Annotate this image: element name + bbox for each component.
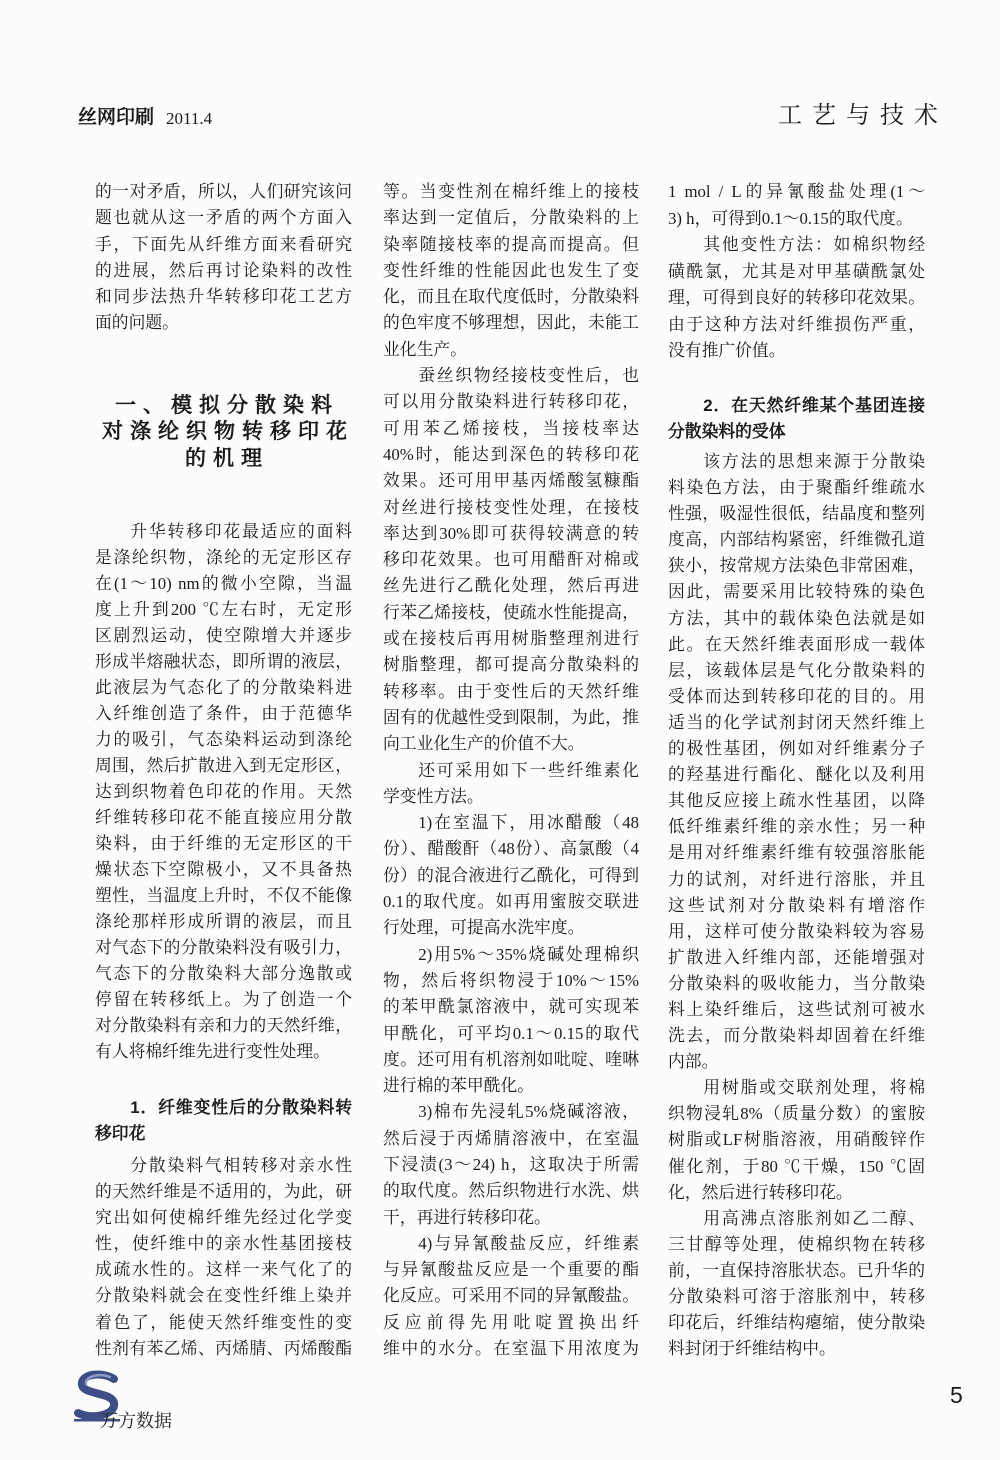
section-title: 工艺与技术 [778, 102, 948, 129]
text-line: 是用对纤维素纤维有较强溶胀能 [668, 843, 925, 863]
paragraph [383, 363, 639, 757]
text-line: 周围，然后扩散进入到无定形区， [95, 755, 352, 775]
text-line: 面的问题。 [95, 313, 179, 333]
text-line: 对涤纶织物转移印花 [102, 420, 354, 444]
text-line: 度高，内部结构紧密，纤维微孔道 [668, 530, 925, 550]
text-line: 入纤维创造了条件，由于范德华 [95, 703, 352, 723]
text-line: 该方法的思想来源于分散染 [703, 452, 925, 471]
text-line: 达到织物着色印花的作用。天然 [95, 781, 352, 801]
text-line: 气态下的分散染料大部分逸散或 [95, 963, 352, 983]
text-line: 塑性，当温度上升时，不仅不能像 [95, 885, 352, 905]
paragraph [383, 179, 639, 363]
text-line: 分散染料气相转移对亲水性 [130, 1155, 352, 1175]
text-line: 变性纤维的性能因此也发生了变 [383, 260, 639, 280]
text-line: 的苯甲酰氯溶液中，就可实现苯 [383, 997, 639, 1017]
text-line: 料染色方法，由于聚酯纤维疏水 [668, 478, 925, 498]
text-line: 没有推广价值。 [668, 341, 786, 360]
text-line: 对气态下的分散染料没有吸引力， [95, 937, 352, 957]
text-line: 反应前得先用吡啶置换出纤 [383, 1312, 639, 1332]
text-line: 树脂或LF树脂溶液，用硝酸锌作 [668, 1130, 925, 1150]
text-line: 还可采用如下一些纤维素化 [418, 760, 639, 780]
text-line: 区剧烈运动，使空隙增大并逐步 [95, 625, 352, 645]
text-line: 甲酰化，可平均0.1～0.15的取代 [383, 1023, 639, 1043]
text-line: 一、模拟分散染料 [115, 393, 339, 417]
list-item [383, 942, 639, 1100]
text-line: 业化生产。 [383, 339, 467, 359]
text-line: 的进展，然后再讨论染料的改性 [95, 260, 352, 280]
text-line: 与异氰酸盐反应是一个重要的酯 [383, 1260, 639, 1280]
text-line: 行处理，可提高水洗牢度。 [383, 918, 585, 938]
text-line: 对分散染料有亲和力的天然纤维， [95, 1015, 352, 1035]
text-line: 洗去，而分散染料却固着在纤维 [668, 1026, 925, 1046]
text-line: 树脂整理，都可提高分散染料的 [383, 655, 639, 675]
text-line: 向工业化生产的价值不大。 [383, 734, 585, 754]
text-line: 料上染纤维后，这些试剂可被水 [668, 999, 925, 1019]
text-line: 下浸渍(3～24) h，这取决于所需 [383, 1154, 639, 1174]
text-line: 份）、醋酸酐（48份）、高氯酸（4 [383, 839, 639, 859]
text-line: 料封闭于纤维结构中。 [668, 1339, 836, 1359]
text-line: 对丝进行接枝变性处理，在接枝 [383, 497, 639, 517]
text-line: 进行棉的苯甲酰化。 [383, 1076, 535, 1096]
paragraph [668, 232, 925, 365]
text-line: 用树脂或交联剂处理，将棉 [703, 1078, 925, 1098]
text-line: 其他变性方法：如棉织物经 [703, 235, 925, 254]
text-line: 题也就从这一矛盾的两个方面入 [95, 208, 352, 228]
article-column-1 [95, 179, 352, 1362]
text-line: 学变性方法。 [383, 786, 484, 806]
paragraph [668, 1206, 925, 1363]
text-line: 40%时，能达到深色的转移印花 [383, 444, 639, 464]
text-line: 三甘醇等处理，使棉织物在转移 [668, 1234, 925, 1254]
text-line: 的机理 [185, 446, 269, 470]
text-line: 性剂有苯乙烯、丙烯腈、丙烯酸酯 [95, 1338, 352, 1358]
text-line: 化，然后进行转移印花。 [668, 1182, 853, 1202]
text-line: 在(1～10) nm的微小空隙，当温 [95, 573, 352, 593]
text-line: 率达到30%即可获得较满意的转 [383, 523, 639, 543]
text-line: 由于这种方法对纤维损伤严重， [668, 314, 925, 334]
journal-name: 丝网印刷 [78, 107, 155, 128]
text-line: 化，而且在取代度低时，分散染料 [383, 287, 639, 307]
text-line: 纤维转移印花不能直接应用分散 [95, 807, 352, 827]
text-line: 移印花 [95, 1123, 146, 1143]
text-line: 和同步法热升华转移印花工艺方 [95, 287, 352, 307]
text-line: 1 mol / L的异氰酸盐处理(1～ [668, 182, 925, 201]
text-line: 等。当变性剂在棉纤维上的接枝 [383, 182, 639, 201]
text-line: 力的吸引，气态染料运动到涤纶 [95, 729, 352, 749]
text-line: 率达到一定值后，分散染料的上 [383, 208, 639, 228]
text-line: 其他反应接上疏水性基团，以降 [668, 791, 925, 811]
text-line: 狭小，按常规方法染色非常困难， [668, 556, 925, 576]
text-line: 固有的优越性受到限制，为此，推 [383, 707, 639, 727]
text-line: 有人将棉纤维先进行变性处理。 [95, 1041, 330, 1061]
paragraph [95, 179, 352, 337]
text-line: 燥状态下空隙极小，又不具备热 [95, 859, 352, 879]
paragraph [95, 519, 352, 1065]
text-line: 物，然后将织物浸于10%～15% [383, 970, 639, 990]
text-line: 此液层为气态化了的分散染料进 [95, 677, 352, 697]
text-line: 着色了，能使天然纤维变性的变 [95, 1312, 352, 1332]
text-line: 染料，由于纤维的无定形区的干 [95, 833, 352, 853]
paragraph [668, 1075, 925, 1205]
text-line: 4)与异氰酸盐反应，纤维素 [418, 1233, 639, 1253]
article-column-3 [668, 179, 925, 1362]
text-line: 化反应。可采用不同的异氰酸盐。 [383, 1286, 639, 1306]
text-line: 停留在转移纸上。为了创造一个 [95, 989, 352, 1009]
text-line: 受体而达到转移印花的目的。用 [668, 686, 925, 706]
text-line: 3) h，可得到0.1～0.15的取代度。 [668, 208, 913, 228]
text-line: 干，再进行转移印花。 [383, 1207, 551, 1227]
text-line: 因此，需要采用比较特殊的染色 [668, 582, 925, 602]
list-item [383, 810, 639, 941]
text-line: 层，该载体层是气化分散染料的 [668, 660, 925, 680]
text-line: 性，使纤维中的亲水性基团接枝 [95, 1234, 352, 1254]
text-line: 的天然纤维是不适用的，为此，研 [95, 1182, 352, 1202]
text-line: 理，可得到良好的转移印花效果。 [668, 288, 925, 307]
text-line: 的羟基进行酯化、醚化以及利用 [668, 765, 925, 785]
text-line: 适当的化学试剂封闭天然纤维上 [668, 712, 925, 732]
text-line: 移印花效果。也可用醋酐对棉或 [383, 550, 639, 570]
paragraph [668, 449, 925, 1075]
text-line: 1．纤维变性后的分散染料转 [130, 1097, 352, 1117]
text-line: 扩散进入纤维内部，还能增强对 [668, 947, 925, 967]
text-line: 分散染料的吸收能力，当分散染 [668, 973, 925, 993]
text-line: 2．在天然纤维某个基团连接 [703, 396, 925, 415]
issue-number: 2011.4 [166, 109, 213, 128]
text-line: 手，下面先从纤维方面来看研究 [95, 234, 352, 254]
text-line: 维中的水分。在室温下用浓度为 [383, 1339, 639, 1359]
text-line: 究出如何使棉纤维先经过化学变 [95, 1208, 352, 1228]
subsection-heading [95, 1095, 352, 1147]
watermark-text: 万方数据 [100, 1411, 172, 1431]
text-line: 印花后，纤维结构瘪缩，使分散染 [668, 1313, 925, 1333]
text-line: 转移率。由于变性后的天然纤维 [383, 681, 639, 701]
text-line: 磺酰氯，尤其是对甲基磺酰氯处 [668, 261, 925, 281]
text-line: 度上升到200 ℃左右时，无定形 [95, 599, 352, 619]
text-line: 此。在天然纤维表面形成一载体 [668, 634, 925, 654]
text-line: 蚕丝织物经接枝变性后，也 [418, 366, 639, 386]
paragraph [668, 179, 925, 232]
text-line: 分散染料可溶于溶胀剂中，转移 [668, 1287, 925, 1306]
text-line: 然后浸于丙烯腈溶液中，在室温 [383, 1128, 639, 1148]
text-line: 这些试剂对分散染料有增溶作 [668, 895, 925, 915]
text-line: 染率随接枝率的提高而提高。但 [383, 234, 639, 254]
text-line: 催化剂，于80 ℃干燥，150 ℃固 [668, 1156, 925, 1176]
text-line: 度。还可用有机溶剂如吡啶、喹啉 [383, 1049, 639, 1069]
subsection-heading [668, 393, 925, 445]
text-line: 性强，吸湿性很低，结晶度和整列 [668, 504, 925, 524]
text-line: 升华转移印花最适应的面料 [130, 521, 352, 541]
text-line: 份）的混合液进行乙酰化，可得到 [383, 865, 639, 885]
text-line: 形成半熔融状态，即所谓的液层， [95, 651, 352, 671]
text-line: 0.1的取代度。如再用蜜胺交联进 [383, 892, 639, 912]
text-line: 成疏水性的。这样一来气化了的 [95, 1260, 352, 1280]
text-line: 织物浸轧8%（质量分数）的蜜胺 [668, 1104, 925, 1124]
article-column-2 [383, 179, 639, 1362]
text-line: 低纤维素纤维的亲水性；另一种 [668, 817, 925, 837]
text-line: 1)在室温下，用冰醋酸（48 [418, 813, 639, 833]
text-line: 的取代度。然后织物进行水洗、烘 [383, 1181, 639, 1201]
text-line: 方法，其中的载体染色法就是如 [668, 608, 925, 628]
text-line: 涤纶那样形成所谓的液层，而且 [95, 911, 352, 931]
text-line: 行苯乙烯接枝，使疏水性能提高， [383, 602, 639, 622]
text-line: 或在接枝后再用树脂整理剂进行 [383, 629, 639, 649]
text-line: 丝先进行乙酰化处理，然后再进 [383, 576, 639, 596]
text-line: 效果。还可用甲基丙烯酸氢糠酯 [383, 471, 639, 491]
text-line: 的一对矛盾，所以，人们研究该问 [95, 182, 352, 201]
text-line: 用，这样可使分散染料较为容易 [668, 921, 925, 941]
list-item [383, 1231, 639, 1362]
text-line: 力的试剂，对纤进行溶胀，并且 [668, 869, 925, 889]
text-line: 用高沸点溶胀剂如乙二醇、 [703, 1208, 925, 1228]
text-line: 可用苯乙烯接枝，当接枝率达 [383, 418, 639, 438]
text-line: 2)用5%～35%烧碱处理棉织 [418, 944, 639, 964]
section-heading [95, 393, 352, 473]
text-line: 的色牢度不够理想，因此，未能工 [383, 313, 639, 333]
paragraph [95, 1153, 352, 1362]
text-line: 是涤纶织物，涤纶的无定形区存 [95, 547, 352, 567]
text-line: 可以用分散染料进行转移印花， [383, 392, 639, 412]
text-line: 内部。 [668, 1052, 719, 1072]
text-line: 前，一直保持溶胀状态。已升华的 [668, 1260, 925, 1280]
paragraph [383, 758, 639, 811]
list-item [383, 1099, 639, 1230]
text-line: 分散染料的受体 [668, 422, 786, 441]
text-line: 的极性基团，例如对纤维素分子 [668, 739, 925, 759]
text-line: 分散染料就会在变性纤维上染并 [95, 1286, 352, 1306]
page-number: 5 [950, 1382, 963, 1408]
text-line: 3)棉布先浸轧5%烧碱溶液， [418, 1102, 639, 1122]
